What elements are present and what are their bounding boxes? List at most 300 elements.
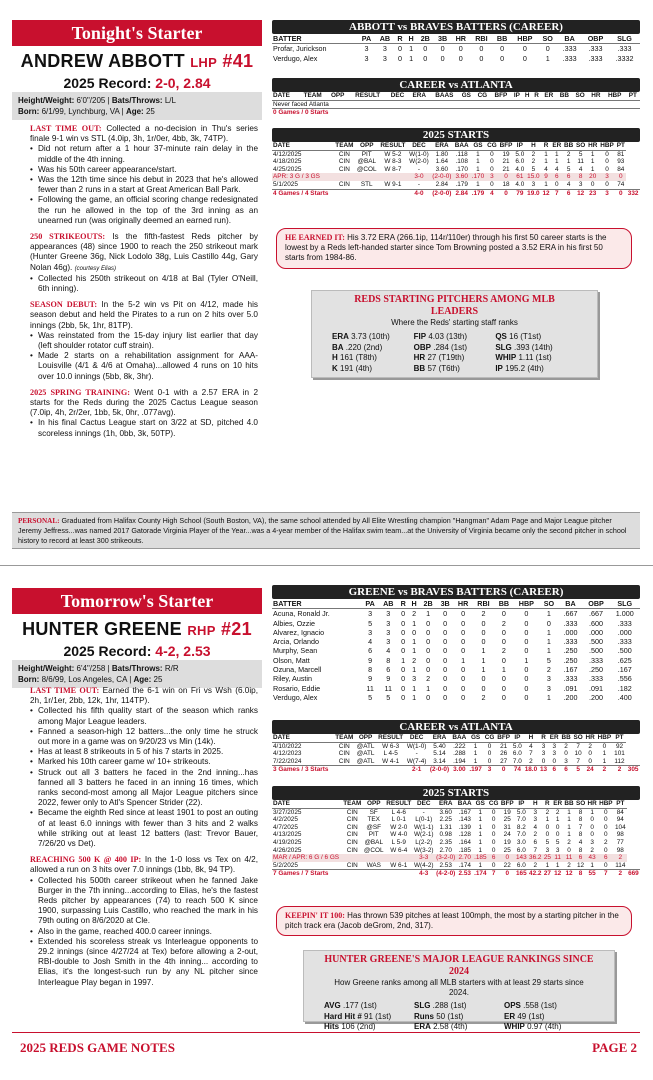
table-cell: W(2-1) xyxy=(413,831,434,839)
starter-banner: Tonight's Starter xyxy=(12,20,262,46)
table-cell: 1 xyxy=(476,165,480,173)
table-cell: 0 xyxy=(481,674,486,684)
table-cell: 3.60 xyxy=(435,165,449,173)
table-cell: 0 xyxy=(555,823,560,831)
table-cell: 8 xyxy=(578,816,583,824)
table-cell: 4/19/2025 xyxy=(273,838,302,846)
table-cell: 1 xyxy=(476,180,480,188)
column-header: HR xyxy=(588,92,604,100)
leader-stat: WHIP 0.97 (4th) xyxy=(504,1022,562,1031)
table-cell: 2.53 xyxy=(439,861,452,869)
table-cell: 0 xyxy=(604,808,608,816)
batters-table xyxy=(272,599,640,702)
column-header: BAA xyxy=(454,142,469,149)
table-cell: 0 xyxy=(401,665,406,675)
table-cell: W(1-0) xyxy=(406,742,427,750)
table-cell: 0 xyxy=(443,655,448,665)
table-cell: Verdugo, Alex xyxy=(273,53,318,63)
leader-stat: AVG .177 (1st) xyxy=(324,1001,377,1010)
table-cell: 1.000 xyxy=(615,609,634,619)
table-row xyxy=(272,831,640,839)
table-cell: 3 xyxy=(486,173,498,181)
table-row xyxy=(272,674,640,683)
table-cell: 1.80 xyxy=(435,150,449,158)
column-header: H xyxy=(409,599,420,609)
table-cell: 94 xyxy=(616,816,624,824)
player-name: HUNTER GREENE RHP #21 xyxy=(22,619,252,639)
table-cell: 0 xyxy=(487,742,492,750)
table-cell: 1 xyxy=(554,158,559,166)
column-header: HR xyxy=(587,800,597,807)
table-cell: .3332 xyxy=(615,53,634,63)
table-cell: 7 xyxy=(598,870,614,878)
table-cell: .556 xyxy=(617,674,632,684)
table-cell: 143 xyxy=(516,854,527,862)
table-cell: 0 xyxy=(401,609,406,619)
table-row xyxy=(272,742,640,750)
table-cell: CIN xyxy=(346,846,358,854)
table-row xyxy=(272,750,640,758)
table-cell: 0 xyxy=(443,674,448,684)
table-cell: 1 xyxy=(412,665,417,675)
table-cell: 0 xyxy=(564,750,568,758)
table-cell: 305 xyxy=(627,766,639,774)
table-cell: 0 xyxy=(604,861,608,869)
table-cell: 2 xyxy=(567,838,571,846)
table-cell: 101 xyxy=(614,750,625,758)
table-cell: 1 xyxy=(524,655,529,665)
table-cell: 1 xyxy=(590,861,594,869)
table-cell: .333 xyxy=(562,44,577,54)
table-cell: 2 xyxy=(426,674,431,684)
table-cell: .174 xyxy=(474,870,487,878)
leader-stat: QS 16 (T1st) xyxy=(495,332,542,341)
table-cell: 7.0 xyxy=(516,831,526,839)
table-cell: .333 xyxy=(588,53,603,63)
table-cell: .500 xyxy=(617,646,632,656)
column-header: BFP xyxy=(497,734,511,741)
table-cell: 1 xyxy=(590,158,595,166)
greene-career-table xyxy=(272,720,640,774)
table-cell: 0 xyxy=(490,150,494,158)
column-header: PT xyxy=(613,734,627,742)
table-cell: W 6-3 xyxy=(382,742,400,750)
table-cell: .170 xyxy=(471,173,485,181)
column-header: HBP xyxy=(512,34,539,44)
column-header: TEAM xyxy=(343,800,362,807)
table-cell: CIN xyxy=(346,816,358,824)
table-row xyxy=(272,862,640,870)
table-cell: 3 xyxy=(364,53,369,63)
table-cell: CIN xyxy=(346,861,358,869)
abbott-career-table xyxy=(272,78,640,117)
table-cell: 20 xyxy=(587,173,599,181)
column-header: DEC xyxy=(405,734,428,742)
table-cell: .333 xyxy=(617,618,632,628)
table-cell: 11 xyxy=(563,854,575,862)
table-cell: 12 xyxy=(575,189,587,197)
table-cell: 0 xyxy=(461,674,466,684)
table-cell: 0 xyxy=(552,757,557,765)
column-header: BFP xyxy=(491,92,512,100)
table-cell: 0 xyxy=(443,637,448,647)
table-cell: W 6-1 xyxy=(390,861,408,869)
table-cell: .333 xyxy=(563,637,578,647)
table-cell: 25 xyxy=(543,854,551,862)
table-cell: 0 xyxy=(426,627,431,637)
table-cell: W(7-4) xyxy=(406,757,427,765)
column-header: BAA xyxy=(457,800,472,807)
table-cell: 4/10/2022 xyxy=(273,742,302,750)
table-cell: 0 xyxy=(487,757,492,765)
table-cell: 1 xyxy=(412,646,417,656)
table-row xyxy=(272,181,640,189)
table-cell: 2.35 xyxy=(439,838,452,846)
table-cell: 1 xyxy=(426,609,431,619)
batters-table xyxy=(272,34,640,63)
abbott-profile xyxy=(12,20,262,120)
column-header: TEAM xyxy=(299,92,327,100)
table-cell: 4/2/2025 xyxy=(273,816,298,824)
column-header: HBP xyxy=(604,92,626,100)
column-header: R xyxy=(543,800,552,808)
table-cell: 0 xyxy=(401,692,406,702)
column-header: DEC xyxy=(407,142,430,150)
table-cell: 5.40 xyxy=(433,742,446,750)
column-header: HR xyxy=(588,142,598,149)
table-cell: 0 xyxy=(524,618,529,628)
table-cell: .333 xyxy=(588,44,603,54)
leader-stat: K 191 (4th) xyxy=(332,363,373,373)
table-cell: 0 xyxy=(615,173,626,181)
table-cell: 4 xyxy=(386,646,391,656)
leader-stat: ERA 2.58 (4th) xyxy=(414,1022,468,1031)
table-cell: 5 xyxy=(368,618,373,628)
table-cell: W(2-0) xyxy=(409,158,429,166)
column-header: 3B xyxy=(437,599,454,609)
table-cell: 0 xyxy=(490,165,494,173)
column-header: BATTER xyxy=(272,34,358,44)
table-cell: 0 xyxy=(498,173,514,181)
table-cell: 9 xyxy=(386,674,391,684)
column-header: BA xyxy=(558,599,582,609)
table-row xyxy=(272,758,640,766)
table-row xyxy=(272,619,640,628)
table-cell: W(1-0) xyxy=(409,150,429,158)
table-cell: 0 xyxy=(443,665,448,675)
table-cell: 6 xyxy=(563,189,575,197)
table-cell: 0 xyxy=(401,646,406,656)
table-cell: 1 xyxy=(412,618,417,628)
table-cell: Verdugo, Alex xyxy=(273,692,318,702)
table-cell: .667 xyxy=(563,609,578,619)
table-cell: 0 xyxy=(443,646,448,656)
column-header: HR xyxy=(585,734,595,741)
table-cell: 0 xyxy=(443,627,448,637)
table-cell: 0 xyxy=(500,854,515,862)
table-cell: 11 xyxy=(384,683,392,693)
table-cell: 0 xyxy=(546,618,551,628)
table-cell: 0 xyxy=(554,180,559,188)
greene-batters-table xyxy=(272,585,640,702)
table-cell: 0 xyxy=(501,655,506,665)
table-row xyxy=(272,854,640,862)
table-cell: 6 xyxy=(533,838,538,846)
table-cell: 0 xyxy=(491,816,496,824)
table-cell: Albies, Ozzie xyxy=(273,618,315,628)
table-cell: 8 xyxy=(575,870,587,878)
table-cell: 7 xyxy=(488,870,500,878)
table-cell: 27 xyxy=(543,870,551,878)
table-cell: .139 xyxy=(458,823,471,831)
table-cell: 5.14 xyxy=(433,750,446,758)
table-cell: 1 xyxy=(546,609,551,619)
table-cell: 0 xyxy=(522,53,527,63)
total-row xyxy=(272,870,640,878)
table-cell: 0 xyxy=(605,165,609,173)
table-cell: 2 xyxy=(481,609,486,619)
table-cell: APR: 3 G / 3 GS xyxy=(272,173,334,181)
table-cell xyxy=(334,189,356,197)
table-cell xyxy=(342,854,363,862)
table-cell: 6.0 xyxy=(516,861,526,869)
table-cell xyxy=(355,189,378,197)
player-bio: Height/Weight: 6'0"/205 | Bats/Throws: L/L Born: 6/1/99, Lynchburg, VA | Age: 25 xyxy=(12,92,262,120)
table-cell: 112 xyxy=(614,757,625,765)
table-cell: @BAL xyxy=(364,838,384,846)
table-cell: .333 xyxy=(617,44,632,54)
table-cell: 0 xyxy=(461,618,466,628)
table-cell: .667 xyxy=(589,609,604,619)
table-cell: 0 xyxy=(458,53,463,63)
table-cell: 0 xyxy=(412,627,417,637)
table-cell: (2-0-0) xyxy=(429,766,450,774)
table-cell: Arcia, Orlando xyxy=(273,637,319,647)
table-row xyxy=(272,693,640,702)
table-cell: 2 xyxy=(588,742,592,750)
table-title: GREENE vs BRAVES BATTERS (CAREER) xyxy=(272,585,640,599)
table-cell: 7 Games / 7 Starts xyxy=(272,870,342,878)
column-header: SO xyxy=(575,800,586,807)
footer-title: 2025 REDS GAME NOTES xyxy=(20,1040,175,1055)
table-cell: 6.0 xyxy=(516,846,526,854)
table-cell: 5 xyxy=(546,655,551,665)
table-row xyxy=(272,158,640,166)
column-header: GS xyxy=(468,734,483,742)
column-header: DATE xyxy=(272,800,342,808)
table-cell: WAS xyxy=(366,861,381,869)
table-cell: 3/27/2025 xyxy=(273,808,302,816)
column-header: R xyxy=(398,599,409,609)
table-cell: 1 xyxy=(478,861,483,869)
table-cell: 0 xyxy=(443,683,448,693)
table-row xyxy=(272,839,640,847)
table-cell: 3 xyxy=(382,53,387,63)
table-cell: 1.31 xyxy=(439,823,452,831)
table-cell: 4/12/2023 xyxy=(273,750,302,758)
total-row xyxy=(272,189,640,197)
table-cell: L(2-2) xyxy=(415,838,433,846)
table-cell: 0 xyxy=(588,757,592,765)
table-cell: 0 xyxy=(461,665,466,675)
table-cell: 24 xyxy=(503,831,511,839)
table-cell: 8.2 xyxy=(516,823,526,831)
table-cell: 77 xyxy=(616,838,624,846)
table-cell: 11 xyxy=(366,683,374,693)
table-cell: 4/25/2025 xyxy=(273,165,302,173)
table-cell: 4.0 xyxy=(515,180,525,188)
table-cell: .333 xyxy=(563,618,578,628)
table-cell: 24 xyxy=(584,766,596,774)
table-cell: 6 xyxy=(563,173,575,181)
table-cell: 1 xyxy=(412,637,417,647)
table-cell: 2 xyxy=(566,150,571,158)
table-cell: 4 xyxy=(529,742,533,750)
table-cell: 0 xyxy=(440,44,445,54)
table-cell: 4/26/2025 xyxy=(273,846,302,854)
table-cell: 3 xyxy=(533,808,538,816)
table-cell: - xyxy=(415,750,418,758)
table-cell: 3.00 xyxy=(451,766,468,774)
table-cell: 1 xyxy=(590,165,595,173)
table-cell: .167 xyxy=(617,665,632,675)
table-cell: 669 xyxy=(628,870,639,878)
table-title: CAREER vs ATLANTA xyxy=(272,720,640,734)
column-header: DEC xyxy=(387,92,409,100)
table-cell: 0 xyxy=(500,53,505,63)
table-cell: 3 xyxy=(599,173,616,181)
table-cell: 4 xyxy=(566,180,571,188)
table-cell: (3-2-0) xyxy=(436,854,456,862)
table-cell: 0 xyxy=(490,158,494,166)
table-cell: 2 xyxy=(546,665,551,675)
table-cell: 0 xyxy=(423,44,428,54)
table-cell: 5.0 xyxy=(512,742,522,750)
table-cell: 79 xyxy=(514,189,526,197)
table-cell: 3 xyxy=(564,757,568,765)
table-cell: 2.25 xyxy=(439,816,452,824)
table-cell: 8 xyxy=(386,655,391,665)
column-header: SO xyxy=(573,734,583,741)
table-cell: 1 xyxy=(481,646,486,656)
table-cell: 0 xyxy=(397,44,402,54)
season-record: 2025 Record: 2-0, 2.84 xyxy=(63,75,211,91)
table-cell: 0 xyxy=(602,742,607,750)
table-cell: 5 xyxy=(531,165,536,173)
table-cell: CIN xyxy=(338,165,350,173)
column-header: PA xyxy=(361,599,378,609)
leader-stat: WHIP 1.11 (1st) xyxy=(495,353,552,362)
table-cell: 3 xyxy=(386,637,391,647)
table-cell: 93 xyxy=(617,158,625,166)
table-cell: 1 xyxy=(481,655,486,665)
column-header: TEAM xyxy=(335,142,354,149)
table-cell: 0 xyxy=(588,750,592,758)
table-cell: 0 xyxy=(426,665,431,675)
table-cell: 0 xyxy=(401,627,406,637)
table-cell: @ATL xyxy=(356,750,375,758)
total-row xyxy=(272,766,640,774)
table-cell: L 5-9 xyxy=(391,838,406,846)
column-header: BATTER xyxy=(272,599,361,609)
table-cell: 5/2/2025 xyxy=(273,861,298,869)
table-cell: .250 xyxy=(563,655,578,665)
table-cell: 0 xyxy=(501,674,506,684)
table-cell: 0 xyxy=(426,655,431,665)
table-cell: 0 xyxy=(491,808,496,816)
table-cell: 3.14 xyxy=(433,757,446,765)
table-cell: 25 xyxy=(503,846,511,854)
table-cell: 26 xyxy=(500,750,508,758)
table-cell: 0 xyxy=(491,861,496,869)
table-cell: 74 xyxy=(617,180,625,188)
table-cell: MAR / APR: 6 G / 6 GS xyxy=(272,854,342,862)
column-header: OPP xyxy=(355,734,376,742)
table-cell: .200 xyxy=(563,692,578,702)
table-cell: 0 xyxy=(426,692,431,702)
table-cell: .333 xyxy=(589,655,604,665)
column-header: BFP xyxy=(499,142,513,149)
table-cell: 55 xyxy=(586,870,598,878)
table-cell: 2 xyxy=(604,838,608,846)
table-cell: 19.0 xyxy=(527,189,540,197)
table-cell xyxy=(363,870,385,878)
column-header: OBP xyxy=(582,34,609,44)
table-cell xyxy=(378,189,407,197)
table-cell: PIT xyxy=(361,150,372,158)
table-cell: Alvarez, Ignacio xyxy=(273,627,325,637)
table-cell: 6 xyxy=(368,646,373,656)
table-cell: 7 xyxy=(576,742,580,750)
table-cell: 1 xyxy=(473,757,478,765)
table-cell: 1.64 xyxy=(435,158,449,166)
table-cell: 10 xyxy=(574,750,582,758)
table-cell: .170 xyxy=(455,165,468,173)
table-cell: 2.53 xyxy=(458,870,471,878)
column-header: H xyxy=(528,800,543,808)
table-row xyxy=(272,628,640,637)
column-header: SO xyxy=(572,92,588,100)
table-cell: 2 xyxy=(545,808,550,816)
table-cell: 2 xyxy=(564,742,568,750)
table-cell: 0 xyxy=(541,757,546,765)
column-header: H xyxy=(406,34,417,44)
table-cell: 0 xyxy=(491,846,496,854)
table-cell: 3 xyxy=(552,750,557,758)
leader-stat: Hits 106 (2nd) xyxy=(324,1022,376,1031)
table-cell: 7 xyxy=(578,823,583,831)
column-header: HR xyxy=(451,34,470,44)
table-row xyxy=(272,44,640,54)
table-cell: 84 xyxy=(617,165,625,173)
table-cell: 3 xyxy=(545,846,550,854)
table-cell: 1 xyxy=(426,683,431,693)
table-cell: CIN xyxy=(338,180,350,188)
table-cell: Acuna, Ronald Jr. xyxy=(273,609,330,619)
table-row xyxy=(272,684,640,693)
table-cell: 1 xyxy=(478,808,483,816)
table-cell: CIN xyxy=(338,750,350,758)
table-cell: 1 xyxy=(567,831,571,839)
table-cell: 4 xyxy=(554,165,559,173)
table-cell: 6 xyxy=(551,173,563,181)
column-header: ER xyxy=(541,92,556,100)
table-cell: 18 xyxy=(502,180,510,188)
table-cell: W(1-1) xyxy=(413,823,434,831)
table-cell: W 2-0 xyxy=(390,823,408,831)
column-header: OPP xyxy=(355,142,378,150)
table-cell: 4/13/2025 xyxy=(273,831,302,839)
